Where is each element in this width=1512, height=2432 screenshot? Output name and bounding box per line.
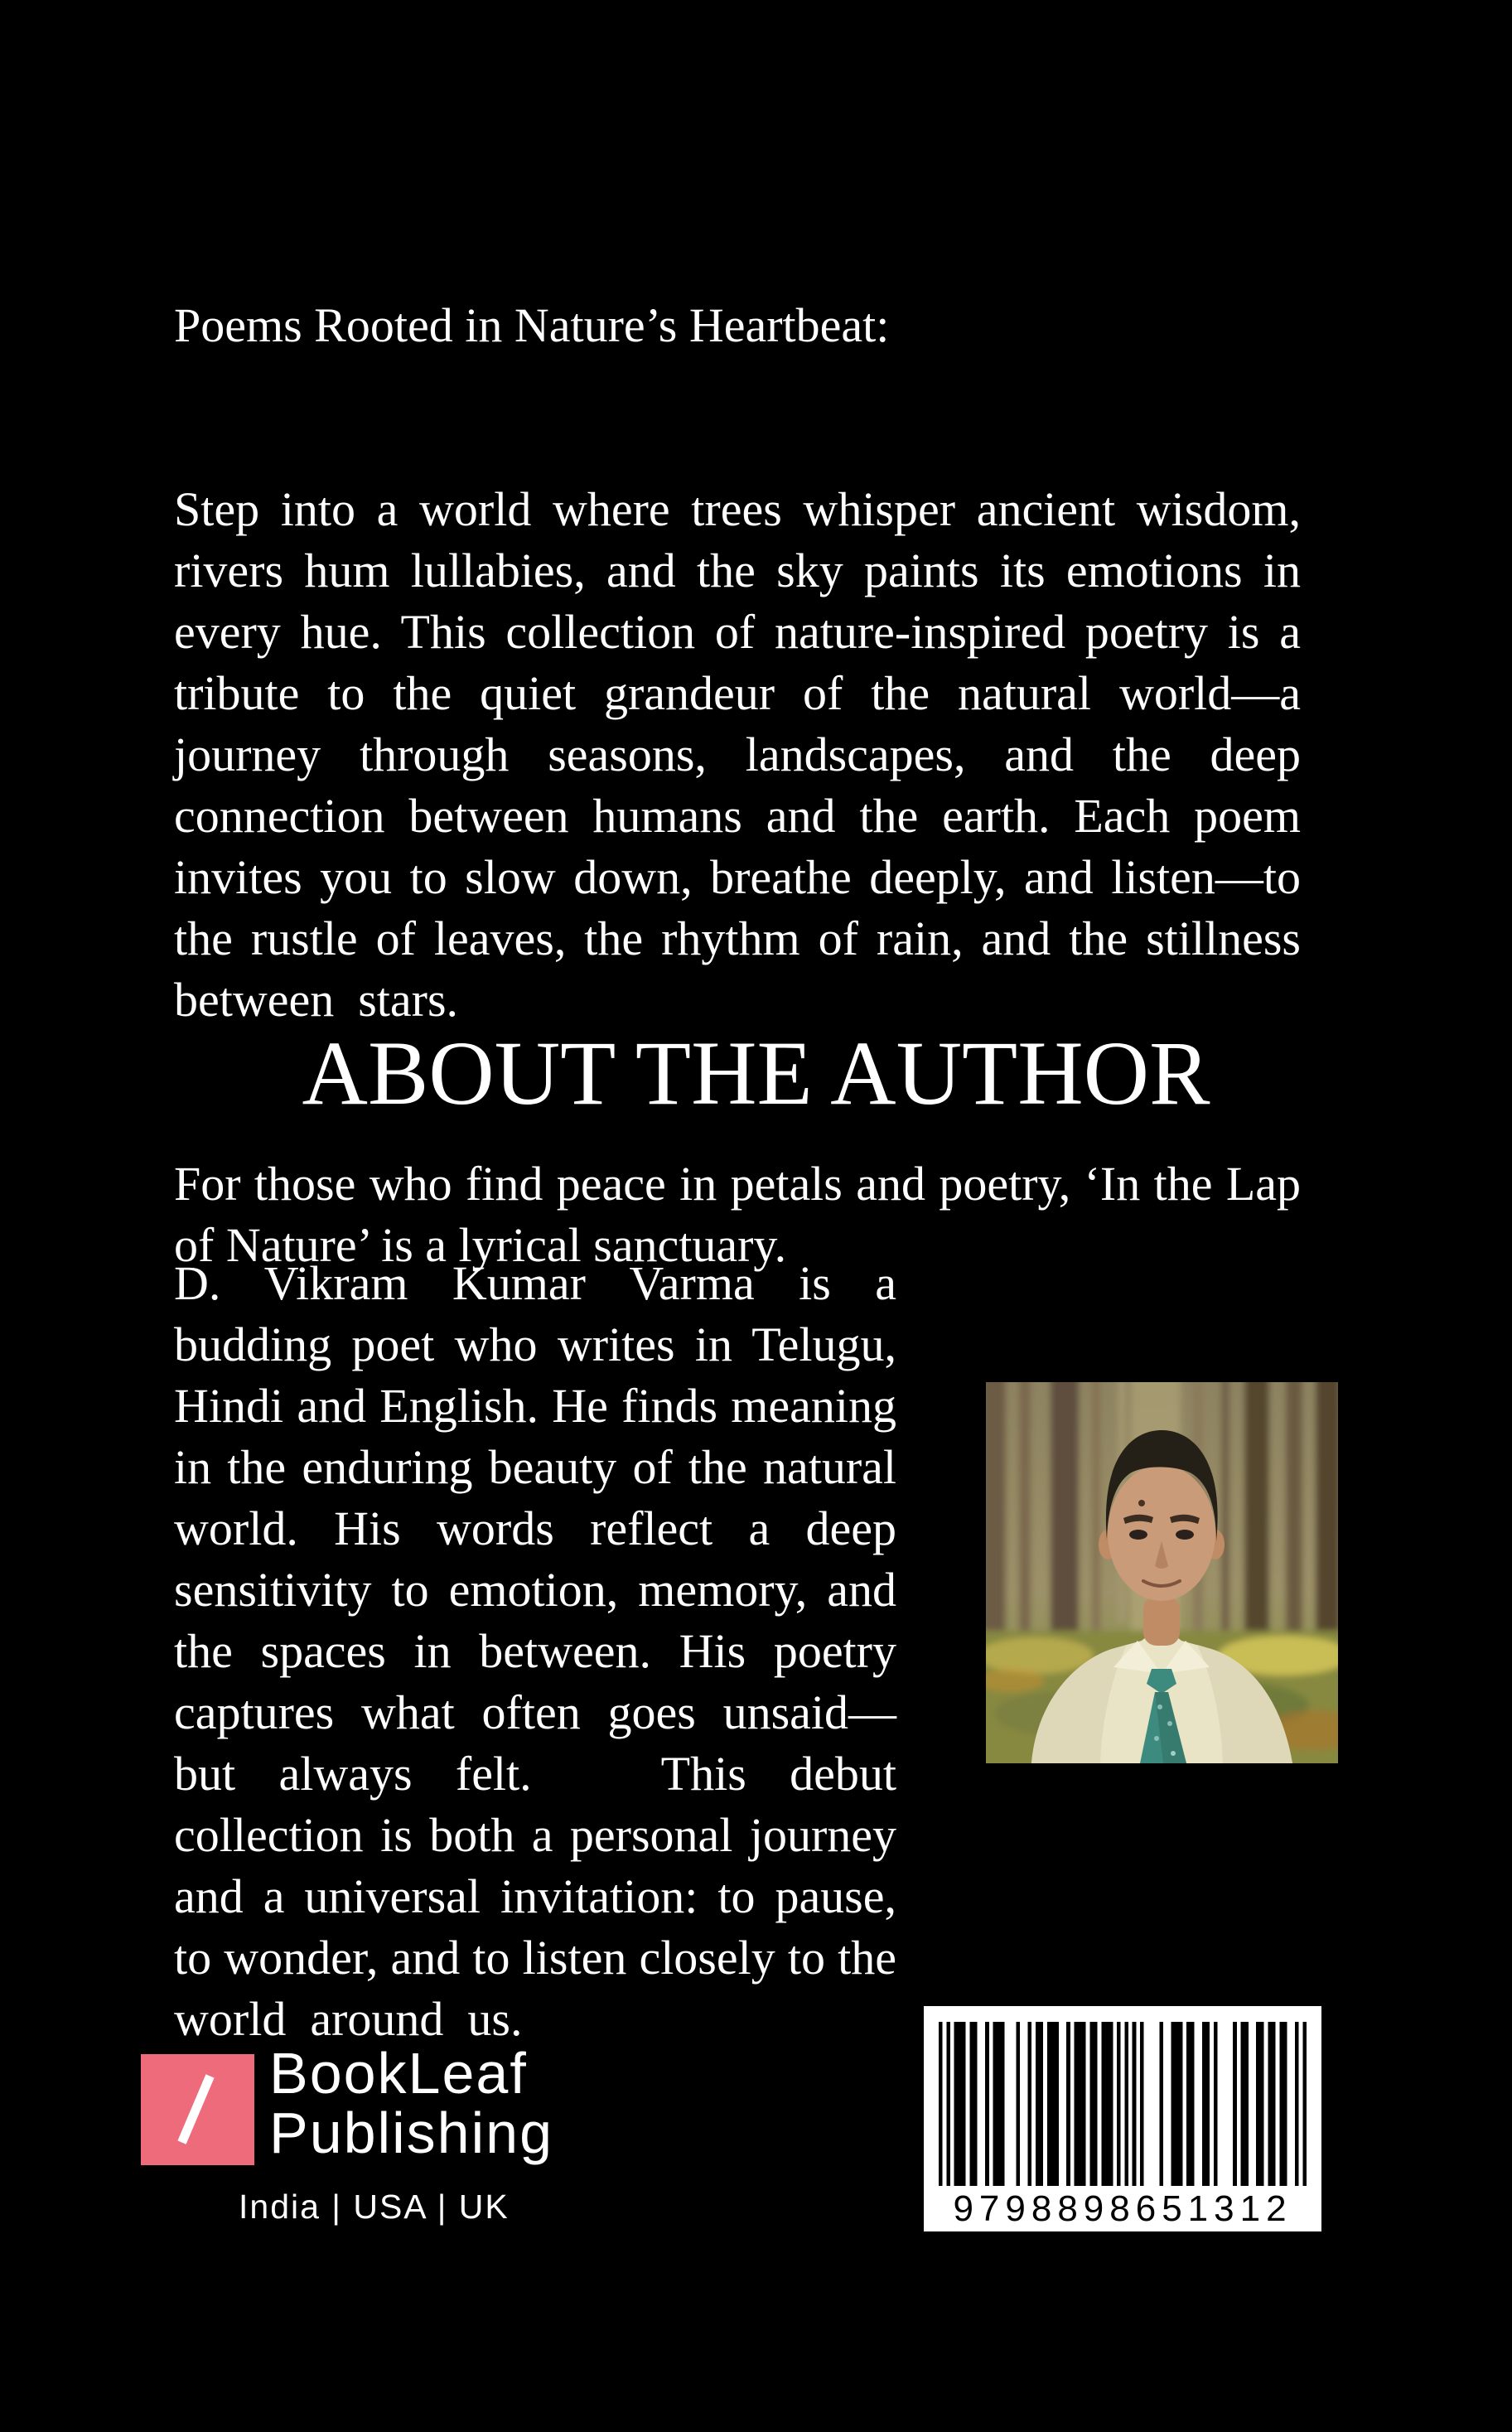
synopsis-tagline: Poems Rooted in Nature’s Heartbeat:	[174, 298, 890, 352]
isbn-number: 9798898651312	[953, 2188, 1292, 2229]
about-the-author-heading: ABOUT THE AUTHOR	[302, 1023, 1210, 1124]
author-bio: D. Vikram Kumar Varma is a budding poet who writes in Telugu, Hindi and English. He finds meaning in the enduring beauty of the natural world. His words reflect a deep sensitivity to emotion, memory, and the spaces in between. His poetry captures what often goes unsaid—but always felt. This debut collection is both a personal journey and a universal invitation: to pause, to wonder, and to listen closely to the world around us.	[174, 1256, 909, 2046]
publisher-name	[269, 2043, 553, 2163]
bookleaf-logo	[141, 2054, 254, 2165]
barcode-bars	[939, 2022, 1307, 2186]
synopsis-section	[174, 172, 1313, 1399]
isbn-barcode	[924, 2006, 1321, 2231]
author-photo	[986, 1382, 1338, 1763]
publisher-name-bottom: Publishing	[269, 2101, 553, 2165]
publisher-countries: India | USA | UK	[239, 2188, 510, 2226]
synopsis-closing: For those who find peace in petals and poetry, ‘In the Lap of Nature’ is a lyrical sanctuary.	[174, 1157, 1313, 1272]
publisher-name-top: BookLeaf	[269, 2041, 528, 2106]
slash-icon	[177, 2074, 214, 2144]
synopsis-paragraph: Step into a world where trees whisper ancient wisdom, rivers hum lullabies, and the sky paints its emotions in every hue. This collection of nature-inspired poetry is a tribute to the quiet grandeur of the natural world—a journey through seasons, landscapes, and the deep connection between humans and the earth. Each poem invites you to slow down, breathe deeply, and listen—to the rustle of leaves, the rhythm of rain, and the stillness between stars.	[174, 482, 1313, 1027]
